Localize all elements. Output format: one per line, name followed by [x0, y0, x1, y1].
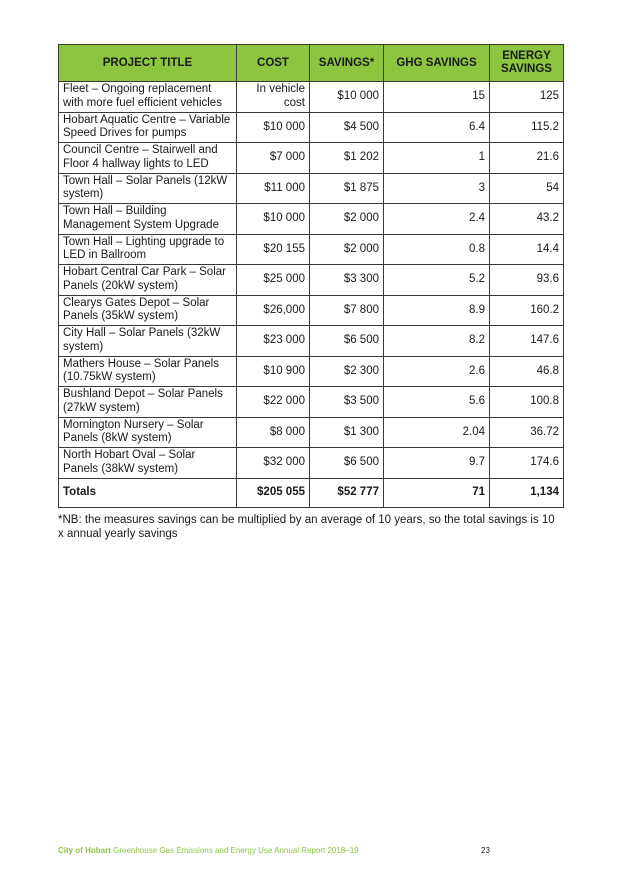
table-row: [59, 295, 564, 326]
cell-energy-savings: 125: [490, 82, 564, 113]
cell-ghg-savings: 5.6: [384, 387, 490, 418]
cell-energy-savings: 14.4: [490, 234, 564, 265]
cell-project-title: Council Centre – Stairwell and Floor 4 hallway lights to LED: [59, 143, 237, 174]
cell-project-title: Town Hall – Building Management System Upgrade: [59, 204, 237, 235]
cell-ghg-savings: 6.4: [384, 112, 490, 143]
cell-ghg-savings: 8.9: [384, 295, 490, 326]
cell-cost: $8 000: [237, 417, 310, 448]
header-cost: COST: [237, 45, 310, 82]
cell-savings: $2 000: [310, 204, 384, 235]
cell-cost: $32 000: [237, 448, 310, 479]
cell-project-title: City Hall – Solar Panels (32kW system): [59, 326, 237, 357]
cell-ghg-savings: 15: [384, 82, 490, 113]
totals-cost: $205 055: [237, 478, 310, 507]
cell-cost: $10 000: [237, 112, 310, 143]
table-row: [59, 173, 564, 204]
cell-savings: $6 500: [310, 326, 384, 357]
table-row: [59, 265, 564, 296]
cell-project-title: Bushland Depot – Solar Panels (27kW system): [59, 387, 237, 418]
cell-savings: $2 000: [310, 234, 384, 265]
header-ghg-savings: GHG SAVINGS: [384, 45, 490, 82]
cell-energy-savings: 100.8: [490, 387, 564, 418]
footnote: *NB: the measures savings can be multiplied by an average of 10 years, so the total savings is 10 x annual yearly savings: [58, 514, 555, 540]
cell-energy-savings: 160.2: [490, 295, 564, 326]
cell-ghg-savings: 8.2: [384, 326, 490, 357]
cell-cost: $23 000: [237, 326, 310, 357]
cell-energy-savings: 93.6: [490, 265, 564, 296]
cell-energy-savings: 43.2: [490, 204, 564, 235]
cell-cost: $10 900: [237, 356, 310, 387]
cell-savings: $4 500: [310, 112, 384, 143]
table-row: [59, 112, 564, 143]
cell-cost: $20 155: [237, 234, 310, 265]
cell-ghg-savings: 1: [384, 143, 490, 174]
table-row: [59, 234, 564, 265]
page-number: 23: [481, 846, 490, 855]
cell-savings: $10 000: [310, 82, 384, 113]
cell-energy-savings: 46.8: [490, 356, 564, 387]
totals-ghg: 71: [384, 478, 490, 507]
table-header: [59, 45, 564, 82]
table-row: [59, 204, 564, 235]
table-row: [59, 326, 564, 357]
cell-cost: $10 000: [237, 204, 310, 235]
cell-energy-savings: 21.6: [490, 143, 564, 174]
totals-row: [59, 478, 564, 507]
cell-cost: $26,000: [237, 295, 310, 326]
cell-energy-savings: 147.6: [490, 326, 564, 357]
header-project-title: PROJECT TITLE: [59, 45, 237, 82]
cell-cost: $25 000: [237, 265, 310, 296]
projects-table: [58, 44, 564, 508]
cell-savings: $6 500: [310, 448, 384, 479]
cell-project-title: Fleet – Ongoing replacement with more fuel efficient vehicles: [59, 82, 237, 113]
table-row: [59, 82, 564, 113]
header-savings: SAVINGS*: [310, 45, 384, 82]
header-energy-savings: ENERGY SAVINGS: [490, 45, 564, 82]
cell-savings: $3 300: [310, 265, 384, 296]
cell-energy-savings: 115.2: [490, 112, 564, 143]
table-row: [59, 448, 564, 479]
cell-savings: $7 800: [310, 295, 384, 326]
cell-savings: $1 202: [310, 143, 384, 174]
table-row: [59, 417, 564, 448]
cell-cost: $22 000: [237, 387, 310, 418]
footer-org: City of Hobart: [58, 846, 111, 855]
footer-report-title: Greenhouse Gas Emissions and Energy Use Annual Report 2018–19: [113, 846, 359, 855]
cell-savings: $1 300: [310, 417, 384, 448]
cell-ghg-savings: 5.2: [384, 265, 490, 296]
cell-project-title: Mathers House – Solar Panels (10.75kW system): [59, 356, 237, 387]
cell-project-title: Mornington Nursery – Solar Panels (8kW system): [59, 417, 237, 448]
cell-energy-savings: 36.72: [490, 417, 564, 448]
totals-energy: 1,134: [490, 478, 564, 507]
cell-project-title: Town Hall – Solar Panels (12kW system): [59, 173, 237, 204]
cell-energy-savings: 174.6: [490, 448, 564, 479]
cell-project-title: Hobart Central Car Park – Solar Panels (20kW system): [59, 265, 237, 296]
cell-project-title: Town Hall – Lighting upgrade to LED in Ballroom: [59, 234, 237, 265]
page-footer: [58, 846, 508, 855]
cell-ghg-savings: 0.8: [384, 234, 490, 265]
cell-cost: $7 000: [237, 143, 310, 174]
header-row: [59, 45, 564, 82]
cell-energy-savings: 54: [490, 173, 564, 204]
cell-ghg-savings: 2.6: [384, 356, 490, 387]
cell-savings: $2 300: [310, 356, 384, 387]
cell-savings: $1 875: [310, 173, 384, 204]
totals-label: Totals: [59, 478, 237, 507]
cell-ghg-savings: 3: [384, 173, 490, 204]
cell-cost: $11 000: [237, 173, 310, 204]
cell-project-title: Hobart Aquatic Centre – Variable Speed Drives for pumps: [59, 112, 237, 143]
cell-savings: $3 500: [310, 387, 384, 418]
table-body: [59, 82, 564, 479]
table-row: [59, 387, 564, 418]
table-row: [59, 356, 564, 387]
cell-cost: In vehicle cost: [237, 82, 310, 113]
cell-ghg-savings: 2.04: [384, 417, 490, 448]
cell-ghg-savings: 2.4: [384, 204, 490, 235]
cell-ghg-savings: 9.7: [384, 448, 490, 479]
table-row: [59, 143, 564, 174]
cell-project-title: Clearys Gates Depot – Solar Panels (35kW system): [59, 295, 237, 326]
cell-project-title: North Hobart Oval – Solar Panels (38kW system): [59, 448, 237, 479]
totals-savings: $52 777: [310, 478, 384, 507]
